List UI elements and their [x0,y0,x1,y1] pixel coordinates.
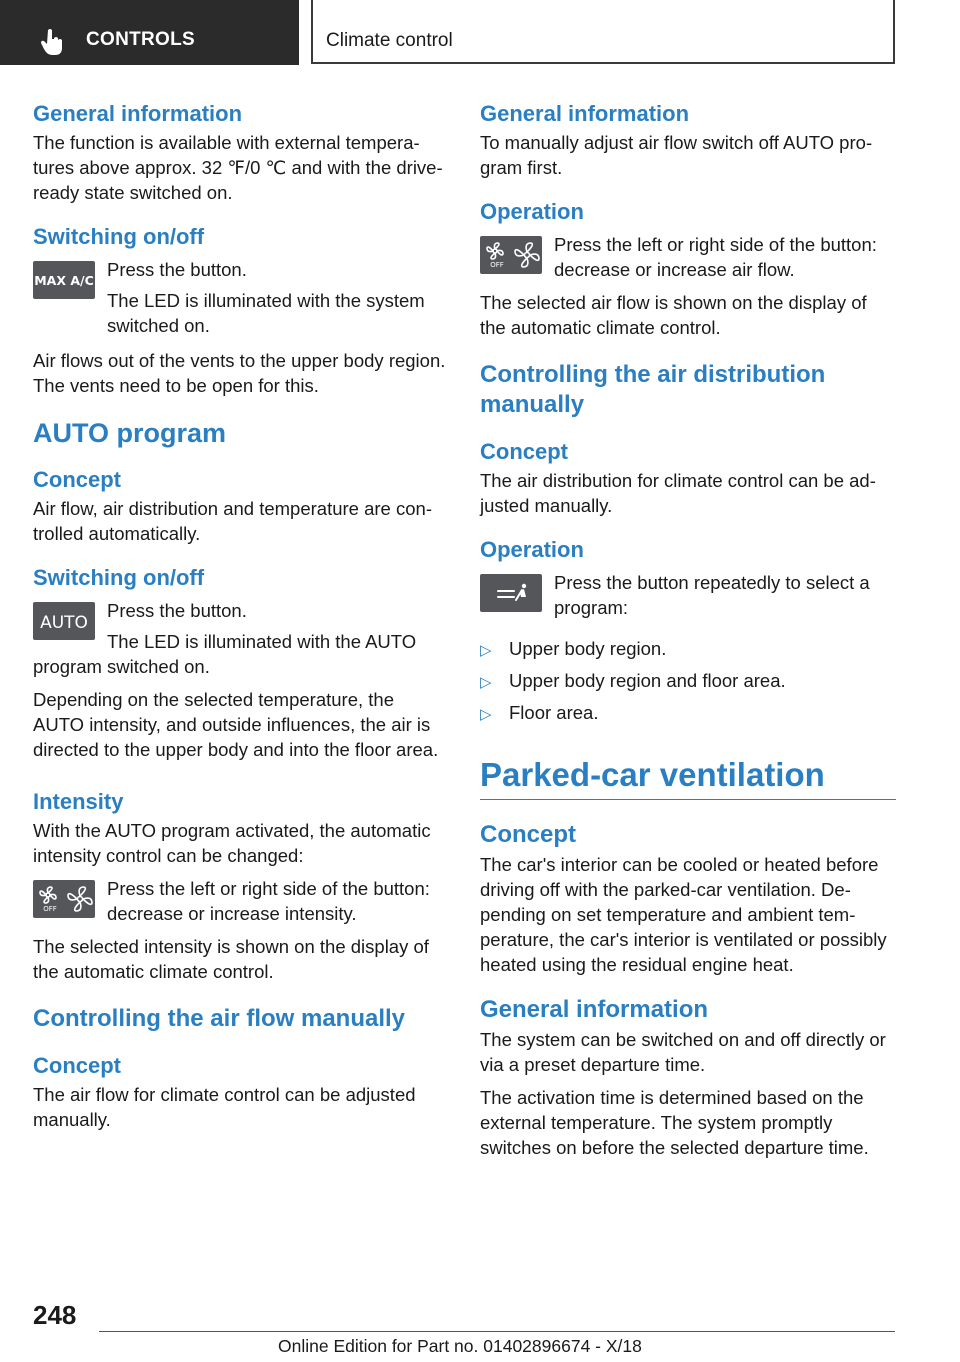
left-column [33,100,449,1140]
instruction-text: Press the button. [107,259,247,280]
instruction-text: Press the left or right side of the button: decrease or increase air flow. [554,234,877,280]
paragraph: Air flow, air distribution and temperature are controlled automatically. [33,498,432,544]
intensity-instruction [33,876,449,932]
heading-controlling-air-flow: Controlling the air flow manually [33,1005,406,1032]
list-item: ▷ Upper body region. [480,636,896,661]
heading-switching-on-off: Switching on/off [33,565,205,590]
paragraph: To manually adjust air flow switch off AUTO program first. [480,132,873,178]
auto-button-icon [33,602,95,640]
led-text: The LED is illuminated with the system switched on. [107,290,425,336]
list-item: ▷ Upper body region and floor area. [480,668,896,693]
instruction-text: Press the left or right side of the button: decrease or increase intensity. [107,878,430,924]
instruction-text: Press the button. [107,600,247,621]
distribution-instruction [480,570,896,626]
airflow-instruction [480,232,896,288]
led-text: The LED is illuminated with the AUTO program switched on. [33,631,417,677]
heading-parked-car-ventilation: Parked-car ventilation [480,755,896,800]
heading-general-information: General information [33,101,243,126]
paragraph: The air flow for climate control can be adjusted manually. [33,1084,416,1130]
paragraph: The selected air flow is shown on the display of the automatic climate control. [480,292,867,338]
svg-text:OFF: OFF [490,261,504,269]
heading-concept: Concept [33,1053,121,1078]
triangle-bullet-icon: ▷ [480,706,492,723]
svg-text:AUTO: AUTO [40,613,88,633]
auto-instruction [33,598,449,685]
heading-concept: Concept [33,467,121,492]
paragraph: The car's interior can be cooled or heated before driving off with the parked-car ventilation. Depending on set temperature and ambient temperature, the car's interior is ventilated or possibly heated using the residual engine heat. [480,854,887,975]
edition-text: Online Edition for Part no. 01402896674 - X/18 [278,1336,642,1356]
paragraph: The system can be switched on and off directly or via a preset departure time. [480,1029,886,1075]
heading-operation: Operation [480,199,584,224]
paragraph: Depending on the selected temperature, the AUTO intensity, and outside influences, the air is directed to the upper body and into the floor area. [33,689,439,760]
maxac-instruction [33,257,449,344]
max-ac-button-icon [33,261,95,299]
section-tab [0,0,299,65]
list-item: ▷ Floor area. [480,700,896,725]
paragraph: The function is available with external temperatures above approx. 32 ℉/0 ℃ and with the drive-ready state switched on. [33,132,443,203]
paragraph: With the AUTO program activated, the automatic intensity control can be changed: [33,820,431,866]
svg-text:OFF: OFF [43,905,57,913]
triangle-bullet-icon: ▷ [480,642,492,659]
paragraph: Air flows out of the vents to the upper body region. The vents need to be open for this. [33,350,446,396]
paragraph: The selected intensity is shown on the display of the automatic climate control. [33,936,429,982]
heading-operation: Operation [480,537,584,562]
program-list [480,636,896,725]
fan-button-icon [33,880,95,918]
heading-controlling-air-distribution: Controlling the air distribution manually [480,361,826,418]
paragraph: The air distribution for climate control can be adjusted manually. [480,470,876,516]
instruction-text: Press the button repeatedly to select a program: [554,572,870,618]
heading-concept: Concept [480,821,576,848]
section-title: CONTROLS [86,29,196,50]
heading-general-information: General information [480,101,690,126]
fan-button-icon [480,236,542,274]
heading-concept: Concept [480,439,568,464]
heading-switching-on-off: Switching on/off [33,224,205,249]
footer-divider [99,1331,895,1332]
air-distribution-button-icon [480,574,542,612]
paragraph: The activation time is determined based on the external temperature. The system promptly switches on before the selected departure time. [480,1087,869,1158]
heading-intensity: Intensity [33,789,124,814]
chapter-title: Climate control [326,30,453,51]
heading-general-information: General information [480,996,709,1023]
hand-pointer-icon [40,28,66,56]
heading-auto-program: AUTO program [33,418,227,448]
page-number: 248 [33,1300,77,1330]
svg-text:MAX A/C: MAX A/C [34,273,94,288]
right-column [480,100,896,1168]
triangle-bullet-icon: ▷ [480,674,492,691]
